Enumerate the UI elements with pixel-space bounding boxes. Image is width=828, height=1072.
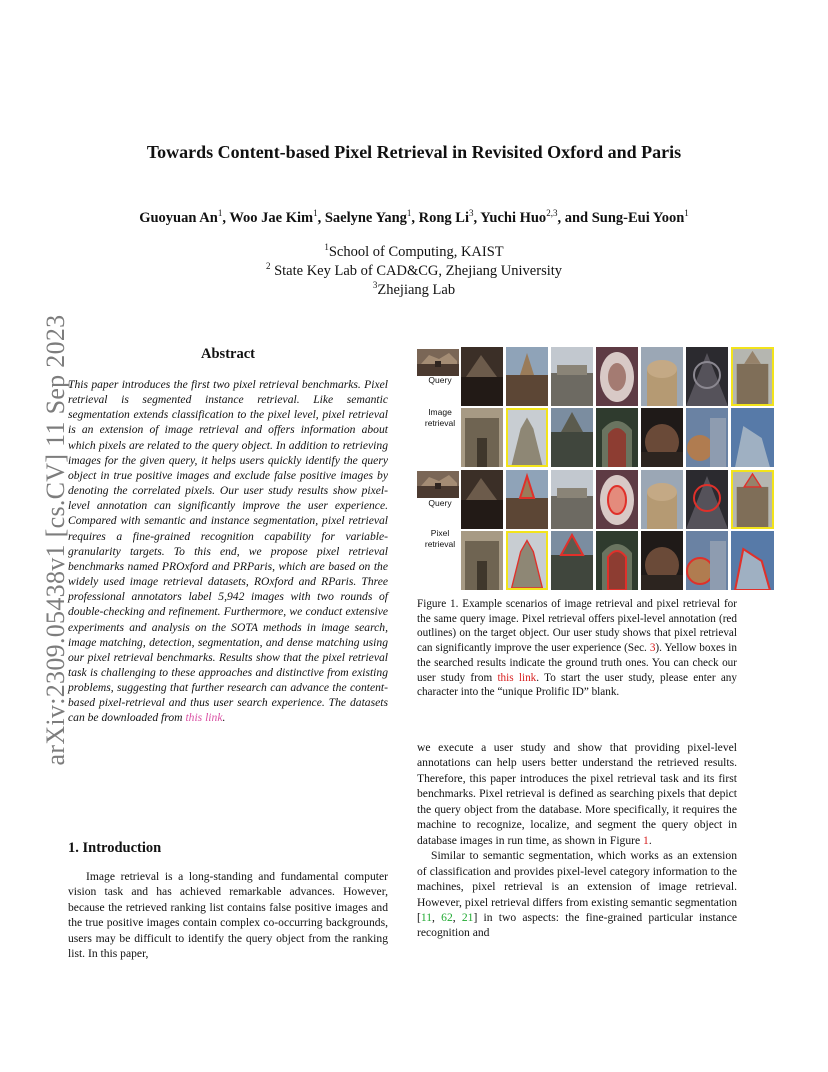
result-image	[461, 347, 503, 406]
result-image	[461, 470, 503, 529]
query-image-2	[417, 471, 459, 498]
section-ref[interactable]: 3	[649, 642, 656, 655]
author-separator: ,	[411, 209, 419, 226]
affiliation-1: $^1$School of Computing, KAIST	[324, 242, 504, 260]
figure-1	[417, 345, 737, 590]
affiliation-2: $^2$ State Key Lab of CAD&CG, Zhejiang University	[265, 261, 563, 279]
author-affiliation-mark: 1	[313, 208, 318, 218]
paragraph: Similar to semantic segmentation, which works as an extension of classification and provides pixel-level category information to the machines, pixel retrieval is an extension of image retrieval. However, pixel retrieval differs from existing semantic segmentation [11, 62, 21] in two aspects: the fine-grained particular instance recognition and	[417, 849, 738, 940]
abstract-heading: Abstract	[201, 346, 255, 362]
result-image	[596, 347, 638, 406]
author-name: Yuchi Huo	[480, 209, 547, 226]
annotated-result	[506, 470, 548, 529]
author-separator: ,	[222, 209, 230, 226]
result-image	[551, 347, 593, 406]
arxiv-side-stamp: arXiv:2309.05438v1 [cs.CV] 11 Sep 2023	[41, 314, 70, 766]
annotated-result	[596, 531, 638, 590]
author-name: Woo Jae Kim	[229, 209, 314, 226]
label-image-retrieval: Image retrieval	[424, 407, 456, 428]
dataset-link[interactable]: this link	[185, 711, 223, 725]
result-image	[731, 408, 774, 467]
query-image-1	[417, 349, 459, 376]
annotated-result	[731, 531, 774, 590]
label-query-1: Query	[428, 375, 452, 385]
citation[interactable]: 11	[420, 910, 433, 924]
user-study-link[interactable]: this link	[497, 671, 537, 684]
result-image	[461, 408, 503, 467]
author-name: Rong Li	[418, 209, 470, 226]
abstract-body: This paper introduces the first two pixel retrieval benchmarks. Pixel retrieval is segmented instance retrieval. Like semantic segmentation extends classification to the pixel level, pixel retrieval is an extension of image retrieval and offers information about which pixels are related to the query object. In addition to retrieving images for the given query, it helps users quickly identify the query object in true positive images and exclude false positive images by denoting the correlated pixels. Our user study results show pixel-level annotation can significantly improve the user experience. Compared with semantic and instance segmentation, pixel retrieval requires a fine-grained recognition capability for variable-granularity targets. To this end, we propose pixel retrieval benchmarks named PROxford and PRParis, which are based on the widely used image retrieval datasets, ROxford and RParis. Three professional annotators label 5,942 images with two rounds of double-checking and refinement. Furthermore, we conduct extensive experiments and analysis on the SOTA methods in image search, image matching, detection, segmentation, and dense matching using our pixel retrieval benchmarks. Results show that the pixel retrieval task is challenging to these approaches and distinctive from existing problems, suggesting that further research can advance the content-based pixel-retrieval and thus user search experience. The datasets can be downloaded from this link.	[68, 378, 388, 725]
annotated-result	[686, 531, 728, 590]
result-image	[686, 347, 728, 406]
paragraph: we execute a user study and show that providing pixel-level annotations can help users better understand the retrieved results. Therefore, this paper introduces the pixel retrieval task and its first benchmarks. Pixel retrieval is defined as searching pixels that depict the query object from the database. More specifically, it requires the machine to recognize, localize, and segment the query object in database images in run time, as shown in Figure 1.	[417, 741, 737, 847]
ground-truth-result	[731, 347, 774, 406]
author-name: Sung-Eui Yoon	[591, 209, 685, 226]
citation[interactable]: 21	[461, 910, 474, 924]
intro-paragraph: Image retrieval is a long-standing and fundamental computer vision task and has achieved remarkable advances. However, because the retrieved ranking list contains false positive images and the true positive images contain complex co-occurring backgrounds, users may be difficult to identify the query object from the ranking list. In this paper,	[68, 870, 388, 961]
author-name: Saelyne Yang	[324, 209, 407, 226]
author-affiliation-mark: 1	[217, 208, 223, 218]
author-affiliation-mark: 2,3	[546, 208, 558, 218]
result-image	[641, 347, 683, 406]
author-name: Guoyuan An	[139, 209, 218, 226]
figure-ref[interactable]: 1	[643, 833, 649, 847]
affiliation-3: $^3$Zhejiang Lab	[372, 280, 456, 298]
result-image	[686, 408, 728, 467]
paper-title: Towards Content-based Pixel Retrieval in Revisited Oxford and Paris	[146, 142, 682, 162]
annotated-result	[686, 470, 728, 529]
result-image	[551, 470, 593, 529]
label-query-2: Query	[428, 498, 452, 508]
ground-truth-result	[506, 531, 548, 590]
label-pixel-retrieval: Pixel retrieval	[424, 528, 456, 549]
result-image	[506, 347, 548, 406]
figure-1-caption: Figure 1. Example scenarios of image retrieval and pixel retrieval for the same query image. Pixel retrieval offers pixel-level annotation (red outlines) on the target object. Our user study shows that pixel retrieval can significantly improve the user experience (Sec. 3). Yellow boxes in the searched results indicate the ground truth ones. You can check our user study from this link. To start the user study, please enter any character into the “unique Prolific ID” blank.	[417, 598, 737, 699]
annotated-result	[596, 470, 638, 529]
author-list	[0, 208, 828, 227]
right-column-body	[417, 740, 737, 941]
citation[interactable]: 62	[441, 910, 453, 924]
intro-heading: 1. Introduction	[68, 840, 162, 856]
ground-truth-result	[506, 408, 548, 467]
author-affiliation-mark: 3	[469, 208, 474, 218]
annotated-result	[551, 531, 593, 590]
author-separator: ,	[317, 209, 325, 226]
author-separator: ,	[473, 209, 481, 226]
result-image	[641, 531, 683, 590]
ground-truth-result	[731, 470, 774, 529]
author-affiliation-mark: 1	[684, 208, 689, 218]
result-image	[461, 531, 503, 590]
result-image	[641, 470, 683, 529]
author-affiliation-mark: 1	[406, 208, 412, 218]
author-separator: , and	[557, 209, 592, 226]
result-image	[596, 408, 638, 467]
result-image	[551, 408, 593, 467]
result-image	[641, 408, 683, 467]
